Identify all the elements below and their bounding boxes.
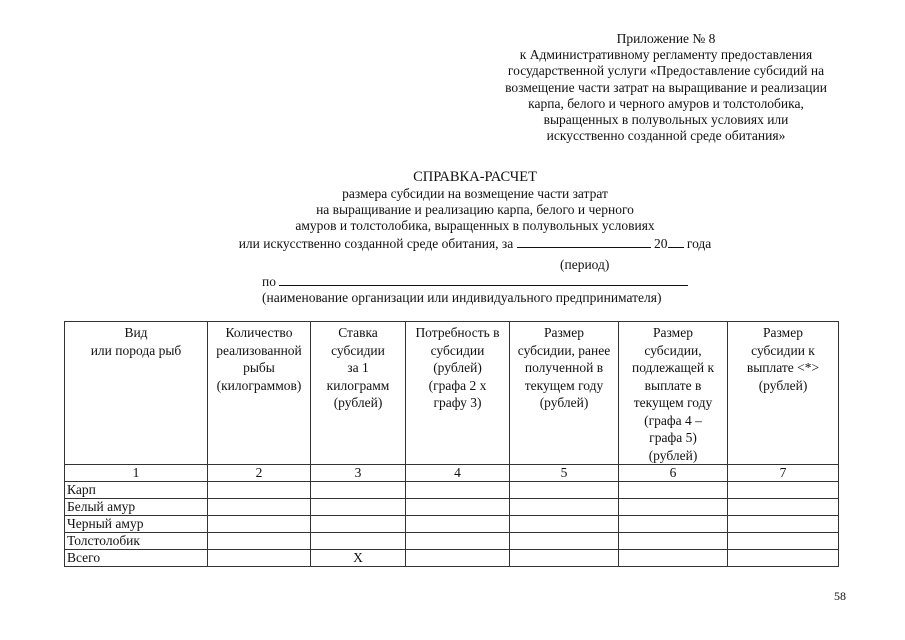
column-number: 5	[510, 465, 619, 482]
appendix-line: возмещение части затрат на выращивание и реализации	[505, 79, 827, 95]
row-label: Толстолобик	[65, 533, 208, 550]
header-received: Размер субсидии, ранее полученной в текущем году (рублей)	[510, 322, 619, 465]
table-row	[65, 533, 839, 550]
org-caption: (наименование организации или индивидуального предпринимателя)	[262, 290, 662, 305]
table-cell[interactable]	[311, 516, 406, 533]
column-number: 1	[65, 465, 208, 482]
table-cell[interactable]	[619, 482, 728, 499]
table-row	[65, 482, 839, 499]
table-cell[interactable]	[510, 482, 619, 499]
year-blank[interactable]	[668, 235, 684, 248]
table-cell[interactable]	[728, 482, 839, 499]
subtitle-line: на выращивание и реализацию карпа, белого и черного	[316, 202, 634, 218]
period-line-prefix: или искусственно созданной среде обитания, за	[238, 235, 514, 251]
period-year-prefix: 20	[654, 235, 668, 251]
table-cell[interactable]	[406, 482, 510, 499]
appendix-line: карпа, белого и черного амуров и толстолобика,	[528, 95, 804, 111]
document-title: СПРАВКА-РАСЧЕТ	[413, 169, 537, 185]
header-fish-type: Вид или порода рыб	[65, 322, 208, 465]
period-caption: (период)	[560, 257, 610, 272]
table-cell[interactable]	[406, 533, 510, 550]
period-line-suffix: года	[686, 235, 712, 251]
period-blank[interactable]	[517, 235, 651, 248]
org-prefix: по	[262, 274, 276, 289]
column-number: 3	[311, 465, 406, 482]
table-row	[65, 499, 839, 516]
table-total-row	[65, 550, 839, 567]
title-block	[150, 168, 800, 252]
table-cell[interactable]	[728, 499, 839, 516]
header-payout: Размер субсидии к выплате <*> (рублей)	[728, 322, 839, 465]
table-cell[interactable]	[728, 533, 839, 550]
column-number: 6	[619, 465, 728, 482]
table-cell[interactable]	[208, 499, 311, 516]
subtitle-line: размера субсидии на возмещение части затрат	[342, 186, 608, 201]
row-label: Черный амур	[65, 516, 208, 533]
table-cell[interactable]	[619, 550, 728, 567]
column-number: 4	[406, 465, 510, 482]
table-cell[interactable]	[510, 499, 619, 516]
header-need: Потребность в субсидии (рублей) (графа 2 х графу 3)	[406, 322, 510, 465]
appendix-header	[470, 31, 862, 144]
table-header-row	[65, 322, 839, 465]
header-to-pay: Размер субсидии, подлежащей к выплате в текущем году (графа 4 – графа 5) (рублей)	[619, 322, 728, 465]
table-row	[65, 516, 839, 533]
table-cell[interactable]	[208, 533, 311, 550]
appendix-line: выращенных в полувольных условиях или	[543, 112, 789, 128]
org-blank[interactable]	[279, 273, 688, 286]
table-cell[interactable]	[510, 533, 619, 550]
subtitle-line: амуров и толстолобика, выращенных в полувольных условиях	[295, 218, 655, 234]
period-line	[150, 235, 800, 252]
header-quantity: Количество реализованной рыбы (килограммов)	[208, 322, 311, 465]
row-label: Всего	[65, 550, 208, 567]
table-cell[interactable]	[510, 516, 619, 533]
table-cell[interactable]	[208, 482, 311, 499]
table-cell[interactable]	[311, 499, 406, 516]
row-label: Карп	[65, 482, 208, 499]
table-cell[interactable]	[208, 550, 311, 567]
table-cell[interactable]	[619, 516, 728, 533]
table-cell[interactable]	[406, 516, 510, 533]
table-cell[interactable]	[619, 533, 728, 550]
row-label: Белый амур	[65, 499, 208, 516]
table-cell[interactable]	[728, 550, 839, 567]
appendix-line: государственной услуги «Предоставление субсидий на	[507, 63, 825, 79]
appendix-line: искусственно созданной среде обитания»	[546, 128, 786, 144]
table-cell[interactable]	[208, 516, 311, 533]
org-line	[262, 273, 688, 290]
table-cell[interactable]	[510, 550, 619, 567]
page-number: 58	[834, 589, 846, 603]
table-cell[interactable]	[728, 516, 839, 533]
table-cell[interactable]	[406, 499, 510, 516]
table-cell[interactable]	[311, 533, 406, 550]
subsidy-table	[64, 321, 839, 567]
appendix-line: к Административному регламенту предоставления	[519, 47, 813, 63]
column-number: 2	[208, 465, 311, 482]
column-number: 7	[728, 465, 839, 482]
table-cell[interactable]	[406, 550, 510, 567]
header-rate: Ставка субсидии за 1 килограмм (рублей)	[311, 322, 406, 465]
table-cell[interactable]	[619, 499, 728, 516]
column-number-row	[65, 465, 839, 482]
table-cell: X	[311, 550, 406, 567]
table-cell[interactable]	[311, 482, 406, 499]
appendix-line: Приложение № 8	[616, 31, 716, 46]
